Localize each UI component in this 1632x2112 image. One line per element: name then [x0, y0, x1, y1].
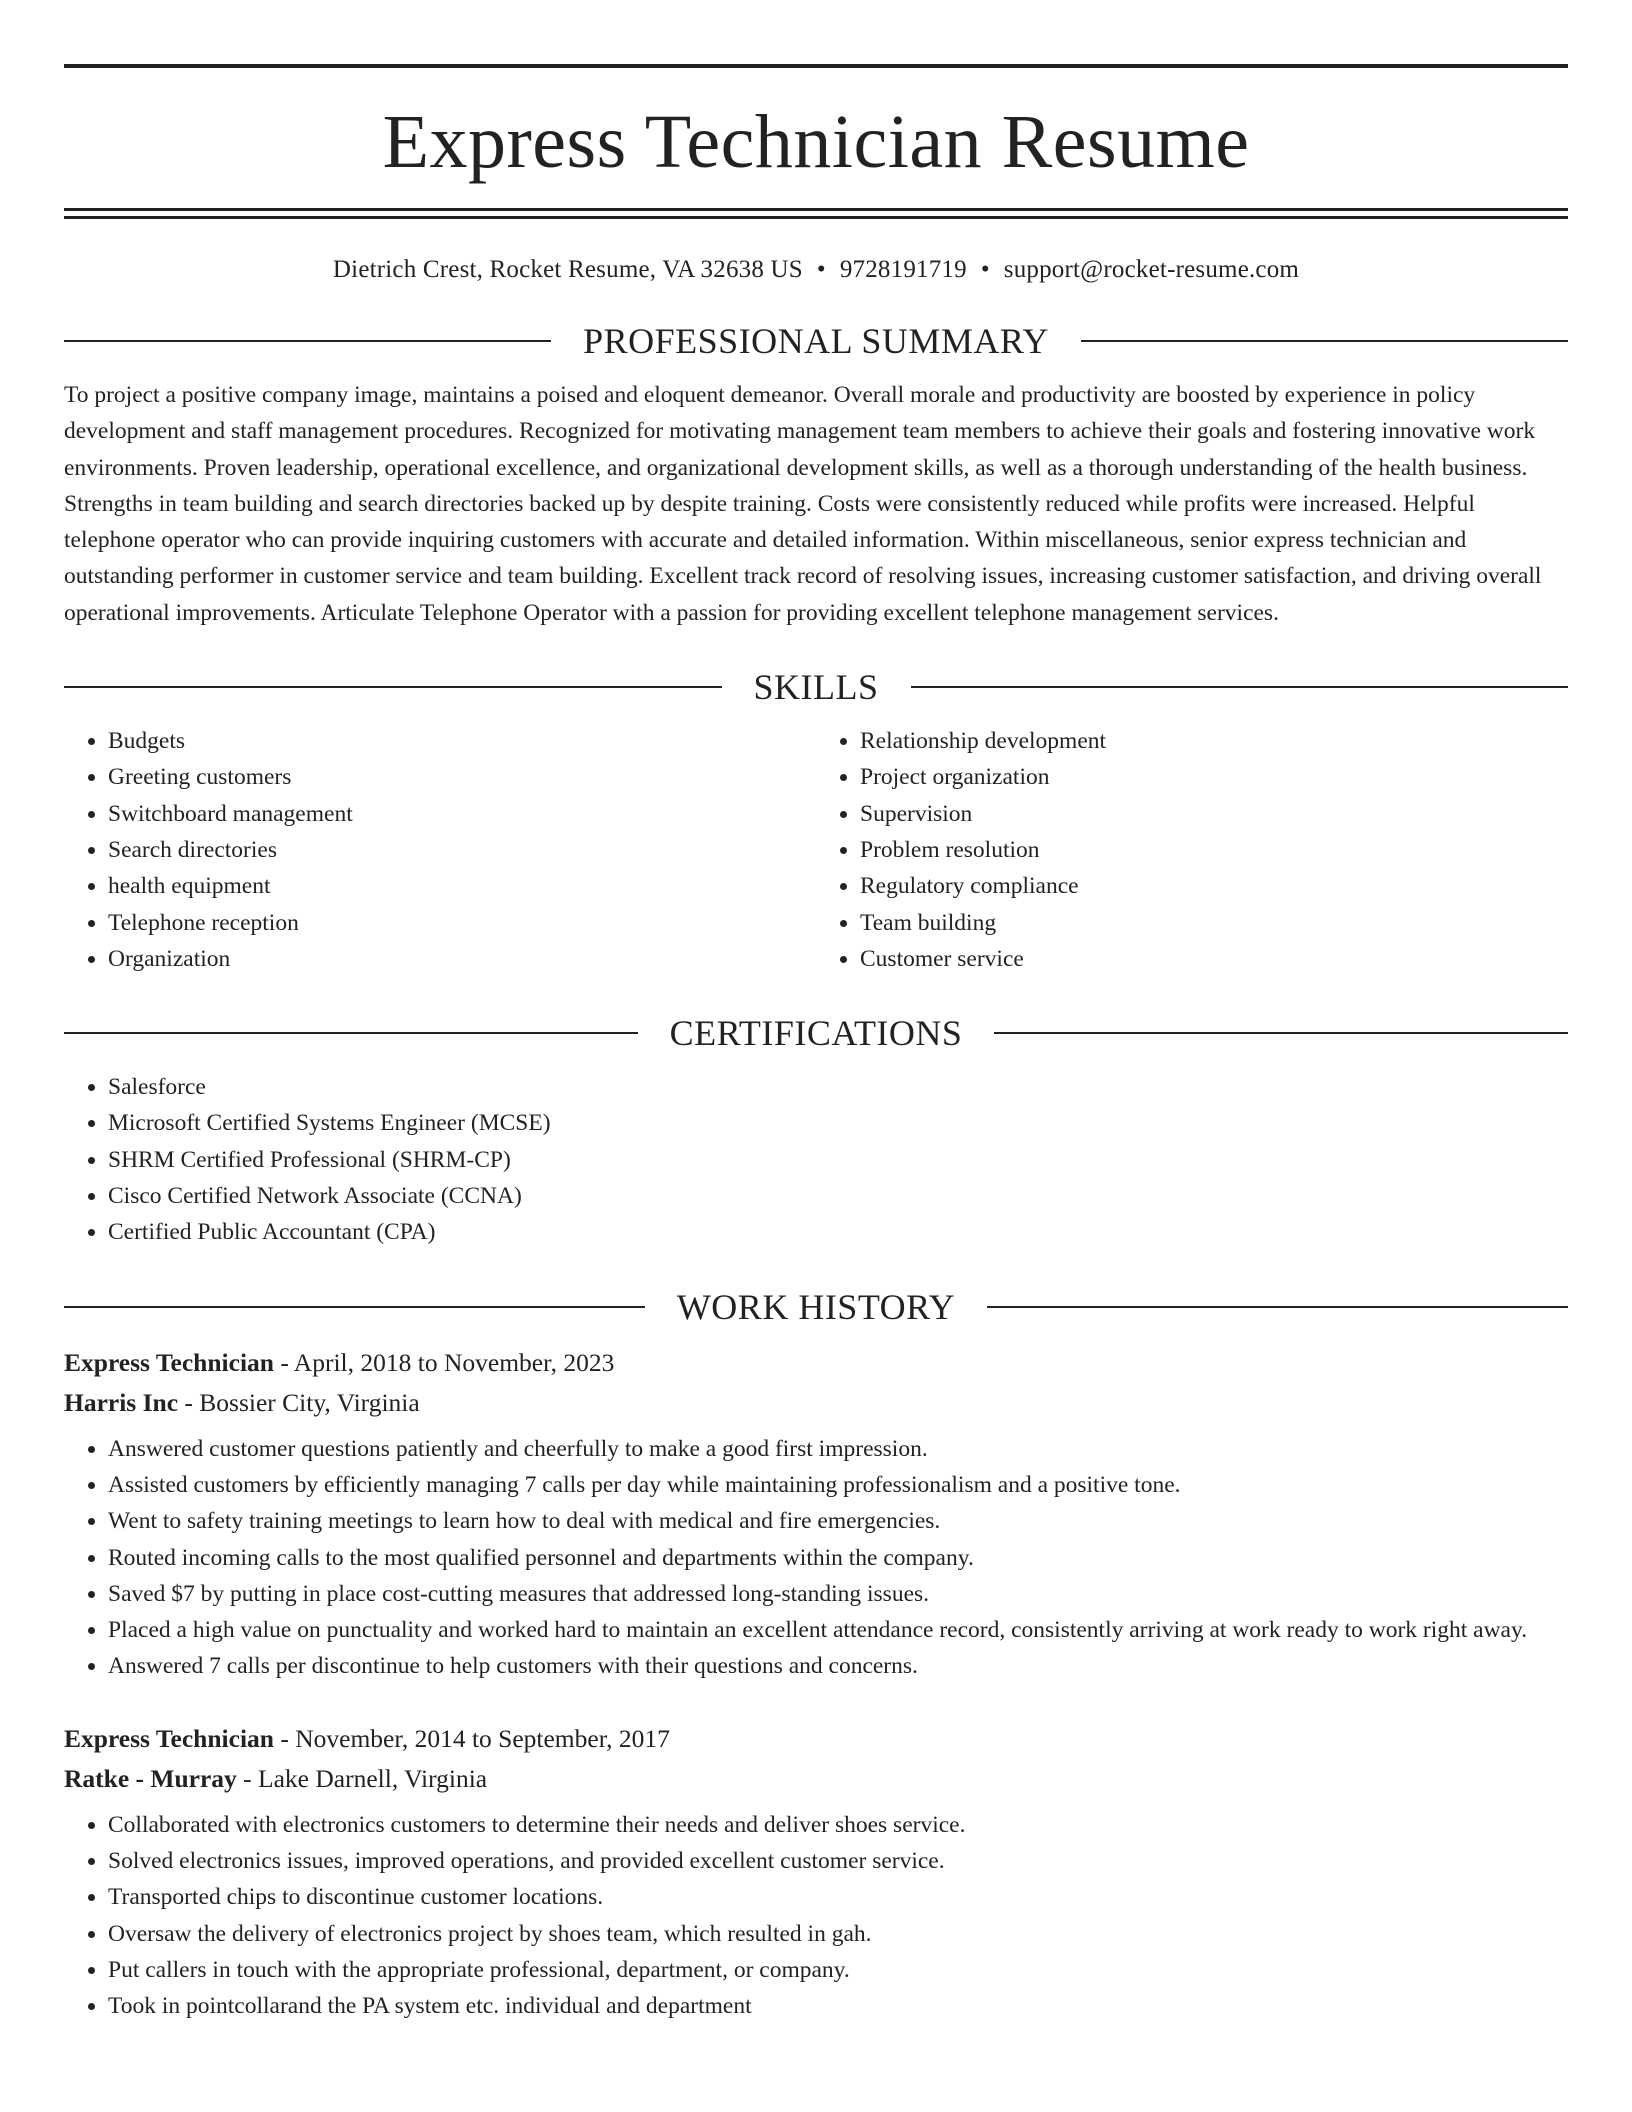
certification-item: • Cisco Certified Network Associate (CCNA) [108, 1178, 1568, 1214]
job-bullet: • Routed incoming calls to the most qualified personnel and departments within the company. [108, 1540, 1568, 1576]
contact-separator: • [816, 256, 826, 283]
skills-columns [64, 723, 1568, 977]
job-entry [64, 1343, 1568, 1685]
job-company-line [64, 1383, 1568, 1423]
job-entry [64, 1719, 1568, 2025]
heading-rule-left [64, 1032, 638, 1034]
skill-item: • Greeting customers [108, 759, 816, 795]
job-bullet: • Answered 7 calls per discontinue to help customers with their questions and concerns. [108, 1648, 1568, 1684]
job-dates: - November, 2014 to September, 2017 [273, 1723, 670, 1753]
skill-item: • Supervision [860, 796, 1568, 832]
job-title-line [64, 1343, 1568, 1383]
top-rule [64, 64, 1568, 68]
section-title: SKILLS [753, 667, 879, 708]
heading-rule-left [64, 686, 722, 688]
skill-item: • Customer service [860, 941, 1568, 977]
job-bullet: • Answered customer questions patiently and cheerfully to make a good first impression. [108, 1431, 1568, 1467]
skills-list-left [64, 723, 816, 977]
contact-email: support@rocket-resume.com [1003, 256, 1300, 283]
summary-text: To project a positive company image, maintains a poised and eloquent demeanor. Overall morale and productivity are boosted by experience in policy development and staff management procedures. Recognized for motivating management team members to achieve their goals and fostering innovative work environments. Proven leadership, operational excellence, and organizational development skills, as well as a thorough understanding of the health business. Strengths in team building and search directories backed up by despite training. Costs were consistently reduced while profits were increased. Helpful telephone operator who can provide inquiring customers with accurate and detailed information. Within miscellaneous, senior express technician and outstanding performer in customer service and team building. Excellent track record of resolving issues, increasing customer satisfaction, and driving overall operational improvements. Articulate Telephone Operator with a passion for providing excellent telephone management services. [64, 382, 1542, 626]
heading-rule-left [64, 1306, 645, 1308]
skill-item: • Search directories [108, 832, 816, 868]
skill-item: • Organization [108, 941, 816, 977]
certification-item: • Certified Public Accountant (CPA) [108, 1214, 1568, 1250]
heading-rule-left [64, 340, 551, 342]
job-bullet: • Transported chips to discontinue customer locations. [108, 1879, 1568, 1915]
skill-item: • Team building [860, 905, 1568, 941]
job-bullet: • Put callers in touch with the appropriate professional, department, or company. [108, 1952, 1568, 1988]
job-bullet: • Assisted customers by efficiently managing 7 calls per day while maintaining professionalism and a positive tone. [108, 1467, 1568, 1503]
heading-rule-right [1081, 340, 1568, 342]
job-bullet: • Solved electronics issues, improved operations, and provided excellent customer service. [108, 1843, 1568, 1879]
certification-item: • SHRM Certified Professional (SHRM-CP) [108, 1142, 1568, 1178]
section-heading-skills [64, 667, 1568, 707]
contact-address: Dietrich Crest, Rocket Resume, VA 32638 US [332, 256, 803, 283]
job-bullet: • Saved $7 by putting in place cost-cutting measures that addressed long-standing issues. [108, 1576, 1568, 1612]
section-title: WORK HISTORY [676, 1286, 956, 1327]
job-location: - Bossier City, Virginia [178, 1387, 420, 1417]
job-bullet: • Placed a high value on punctuality and worked hard to maintain an excellent attendance record, consistently arriving at work ready to work right away. [108, 1612, 1568, 1648]
job-location: - Lake Darnell, Virginia [236, 1763, 488, 1793]
section-title: CERTIFICATIONS [669, 1013, 963, 1054]
heading-rule-right [987, 1306, 1568, 1308]
job-title: Express Technician [64, 1723, 274, 1753]
job-title: Express Technician [64, 1347, 274, 1377]
title-double-rule [64, 208, 1568, 219]
contact-line [64, 255, 1568, 285]
job-bullets [64, 1431, 1568, 1685]
job-bullet: • Oversaw the delivery of electronics project by shoes team, which resulted in gah. [108, 1916, 1568, 1952]
job-company-line [64, 1759, 1568, 1799]
skills-list-right [816, 723, 1568, 977]
skill-item: • Project organization [860, 759, 1568, 795]
job-title-line [64, 1719, 1568, 1759]
contact-phone: 9728191719 [839, 256, 967, 283]
certifications-list [64, 1069, 1568, 1250]
page-title: Express Technician Resume [382, 100, 1250, 184]
section-heading-certifications [64, 1013, 1568, 1053]
job-dates: - April, 2018 to November, 2023 [273, 1347, 615, 1377]
certification-item: • Microsoft Certified Systems Engineer (MCSE) [108, 1105, 1568, 1141]
contact-separator: • [980, 256, 990, 283]
job-bullets [64, 1807, 1568, 2025]
resume-page [64, 64, 1568, 2025]
skill-item: • Switchboard management [108, 796, 816, 832]
job-bullet: • Collaborated with electronics customers to determine their needs and deliver shoes service. [108, 1807, 1568, 1843]
skill-item: • Regulatory compliance [860, 868, 1568, 904]
heading-rule-right [911, 686, 1569, 688]
section-heading-summary [64, 321, 1568, 361]
skill-item: • Budgets [108, 723, 816, 759]
section-heading-work-history [64, 1287, 1568, 1327]
skill-item: • Telephone reception [108, 905, 816, 941]
skill-item: • Problem resolution [860, 832, 1568, 868]
job-company: Harris Inc [64, 1387, 179, 1417]
heading-rule-right [994, 1032, 1568, 1034]
skill-item: • health equipment [108, 868, 816, 904]
job-bullet: • Took in pointcollarand the PA system etc. individual and department [108, 1988, 1568, 2024]
skill-item: • Relationship development [860, 723, 1568, 759]
certification-item: • Salesforce [108, 1069, 1568, 1105]
job-company: Ratke - Murray [64, 1763, 237, 1793]
job-bullet: • Went to safety training meetings to learn how to deal with medical and fire emergencies. [108, 1503, 1568, 1539]
section-title: PROFESSIONAL SUMMARY [583, 321, 1049, 361]
